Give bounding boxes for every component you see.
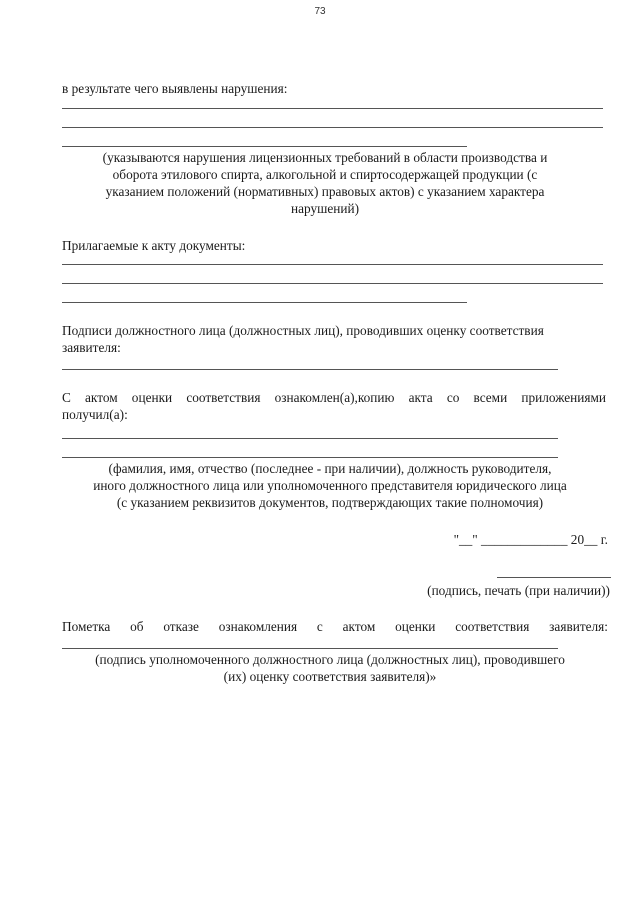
page-number: 73 (314, 6, 326, 17)
acquaintance-note-line-3: (с указанием реквизитов документов, подтверждающих такие полномочия) (116, 495, 544, 510)
refusal-line (62, 648, 558, 649)
acquaintance-heading-line-1: С актом оценки соответствия ознакомлен(а),копию акта со всеми приложениями (62, 390, 606, 405)
violations-note-line-4: нарушений) (290, 201, 360, 216)
violations-line-2 (62, 127, 603, 128)
refusal-note-line-2: (их) оценку соответствия заявителя)» (223, 669, 437, 684)
signatures-heading-line-1: Подписи должностного лица (должностных лиц), проводивших оценку соответствия (62, 323, 544, 338)
violations-note-line-2: оборота этилового спирта, алкогольной и спиртосодержащей продукции (с (112, 167, 538, 182)
stamp-signature-line (497, 577, 611, 578)
attachments-line-3 (62, 302, 467, 303)
date-field: "__" _____________ 20__ г. (453, 532, 608, 547)
attachments-heading: Прилагаемые к акту документы: (62, 238, 246, 253)
acquaintance-line-1 (62, 438, 558, 439)
violations-note (50, 149, 600, 217)
refusal-heading: Пометка об отказе ознакомления с актом оценки соответствия заявителя: (62, 619, 608, 634)
acquaintance-line-2 (62, 457, 558, 458)
violations-line-3 (62, 146, 467, 147)
acquaintance-heading-line-2: получил(а): (62, 407, 128, 422)
violations-note-line-3: указанием положений (нормативных) правовых актов) с указанием характера (105, 184, 545, 199)
acquaintance-note-line-2: иного должностного лица или уполномоченного представителя юридического лица (93, 478, 567, 493)
violations-line-1 (62, 108, 603, 109)
refusal-note (40, 651, 620, 685)
refusal-note-line-1: (подпись уполномоченного должностного лица (должностных лиц), проводившего (95, 652, 565, 667)
acquaintance-note-line-1: (фамилия, имя, отчество (последнее - при наличии), должность руководителя, (108, 461, 552, 476)
attachments-line-1 (62, 264, 603, 265)
violations-heading: в результате чего выявлены нарушения: (62, 81, 288, 96)
acquaintance-note (40, 460, 620, 511)
violations-note-line-1: (указываются нарушения лицензионных требований в области производства и (102, 150, 548, 165)
signatures-heading-line-2: заявителя: (62, 340, 121, 355)
stamp-caption: (подпись, печать (при наличии)) (427, 583, 610, 598)
signatures-line (62, 369, 558, 370)
attachments-line-2 (62, 283, 603, 284)
